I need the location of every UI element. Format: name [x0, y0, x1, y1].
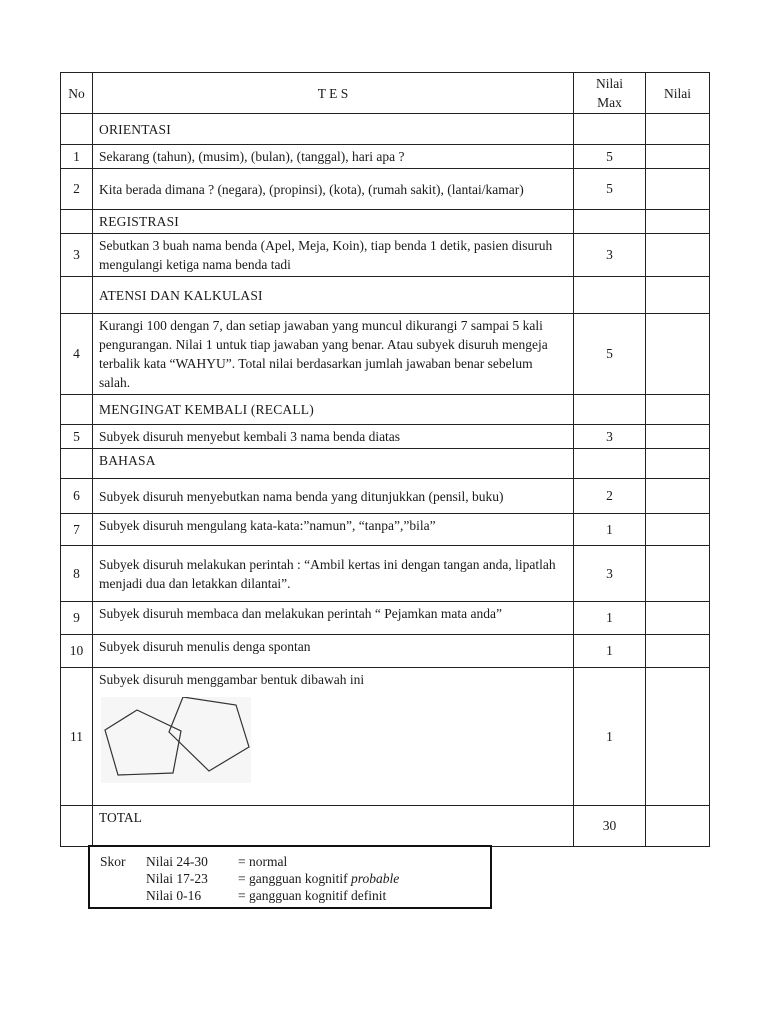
legend-desc: = gangguan kognitif definit [238, 888, 387, 903]
item-test: Subyek disuruh menggambar bentuk dibawah ini [99, 672, 365, 687]
legend-range: Nilai 24-30 [146, 854, 208, 869]
table-row [61, 635, 710, 668]
item-no: 9 [61, 602, 93, 635]
table-row [61, 546, 710, 602]
item-score-cell[interactable] [646, 602, 710, 635]
item-max: 3 [574, 546, 646, 602]
table-row [61, 479, 710, 514]
table-row [61, 145, 710, 169]
legend-row [90, 870, 490, 887]
table-row [61, 668, 710, 806]
header-no: No [61, 73, 93, 114]
item-max: 3 [574, 425, 646, 449]
legend-range: Nilai 17-23 [146, 871, 208, 886]
table-row [61, 425, 710, 449]
section-row [61, 449, 710, 479]
legend-range: Nilai 0-16 [146, 888, 202, 903]
item-max: 5 [574, 145, 646, 169]
legend-row [90, 853, 490, 870]
item-no: 4 [61, 314, 93, 395]
item-test: Subyek disuruh menyebutkan nama benda yang ditunjukkan (pensil, buku) [93, 479, 574, 514]
total-max: 30 [574, 806, 646, 847]
item-max: 5 [574, 314, 646, 395]
item-score-cell[interactable] [646, 169, 710, 210]
item-max: 1 [574, 668, 646, 806]
section-registrasi: REGISTRASI [93, 210, 574, 234]
intersecting-pentagons-figure [101, 697, 251, 783]
total-label: TOTAL [93, 806, 574, 847]
section-row [61, 114, 710, 145]
item-test: Subyek disuruh mengulang kata-kata:”namun”, “tanpa”,”bila” [93, 514, 574, 546]
item-test-cell [93, 668, 574, 806]
table-row [61, 169, 710, 210]
item-no: 7 [61, 514, 93, 546]
item-test: Subyek disuruh menyebut kembali 3 nama benda diatas [93, 425, 574, 449]
item-test: Subyek disuruh menulis denga spontan [93, 635, 574, 668]
item-no: 3 [61, 234, 93, 277]
section-recall: MENGINGAT KEMBALI (RECALL) [93, 395, 574, 425]
item-no: 6 [61, 479, 93, 514]
section-row [61, 277, 710, 314]
item-max: 5 [574, 169, 646, 210]
item-score-cell[interactable] [646, 668, 710, 806]
item-score-cell[interactable] [646, 425, 710, 449]
item-max: 3 [574, 234, 646, 277]
header-nilai-max [574, 73, 646, 114]
item-max: 1 [574, 514, 646, 546]
legend-desc: = gangguan kognitif probable [238, 871, 400, 886]
table-row [61, 234, 710, 277]
table-header-row [61, 73, 710, 114]
header-nilai: Nilai [646, 73, 710, 114]
item-max: 1 [574, 635, 646, 668]
item-score-cell[interactable] [646, 479, 710, 514]
legend-italic-term: probable [350, 871, 400, 886]
header-tes: T E S [93, 73, 574, 114]
item-no: 2 [61, 169, 93, 210]
table-row [61, 514, 710, 546]
legend-desc: = normal [238, 854, 288, 869]
total-score-cell[interactable] [646, 806, 710, 847]
item-score-cell[interactable] [646, 234, 710, 277]
item-no: 5 [61, 425, 93, 449]
item-test: Subyek disuruh membaca dan melakukan perintah “ Pejamkan mata anda” [93, 602, 574, 635]
item-score-cell[interactable] [646, 546, 710, 602]
table-row [61, 602, 710, 635]
section-row [61, 210, 710, 234]
item-test: Sebutkan 3 buah nama benda (Apel, Meja, Koin), tiap benda 1 detik, pasien disuruh mengulangi ketiga nama benda tadi [93, 234, 574, 277]
item-no: 1 [61, 145, 93, 169]
item-max: 2 [574, 479, 646, 514]
item-score-cell[interactable] [646, 514, 710, 546]
legend-skor-label: Skor [100, 854, 126, 869]
item-test: Sekarang (tahun), (musim), (bulan), (tanggal), hari apa ? [93, 145, 574, 169]
header-nilai-max-line1: Nilai [596, 76, 623, 91]
legend-row [90, 887, 490, 904]
item-max: 1 [574, 602, 646, 635]
item-no: 10 [61, 635, 93, 668]
item-score-cell[interactable] [646, 314, 710, 395]
item-test: Kita berada dimana ? (negara), (propinsi), (kota), (rumah sakit), (lantai/kamar) [93, 169, 574, 210]
score-legend [88, 845, 492, 909]
item-score-cell[interactable] [646, 145, 710, 169]
item-test: Kurangi 100 dengan 7, dan setiap jawaban yang muncul dikurangi 7 sampai 5 kali pengurangan. Nilai 1 untuk tiap jawaban yang benar. Atau subyek disuruh mengeja terbalik kata “WAHYU”. Total nilai berdasarkan jumlah jawaban benar sebelum salah. [93, 314, 574, 395]
header-nilai-max-line2: Max [597, 95, 622, 110]
section-row [61, 395, 710, 425]
section-orientasi: ORIENTASI [93, 114, 574, 145]
section-bahasa: BAHASA [93, 449, 574, 479]
mmse-table [60, 72, 710, 847]
item-score-cell[interactable] [646, 635, 710, 668]
total-row [61, 806, 710, 847]
item-no: 11 [61, 668, 93, 806]
item-test: Subyek disuruh melakukan perintah : “Ambil kertas ini dengan tangan anda, lipatlah menjadi dua dan letakkan dilantai”. [93, 546, 574, 602]
section-atensi: ATENSI DAN KALKULASI [93, 277, 574, 314]
item-no: 8 [61, 546, 93, 602]
table-row [61, 314, 710, 395]
